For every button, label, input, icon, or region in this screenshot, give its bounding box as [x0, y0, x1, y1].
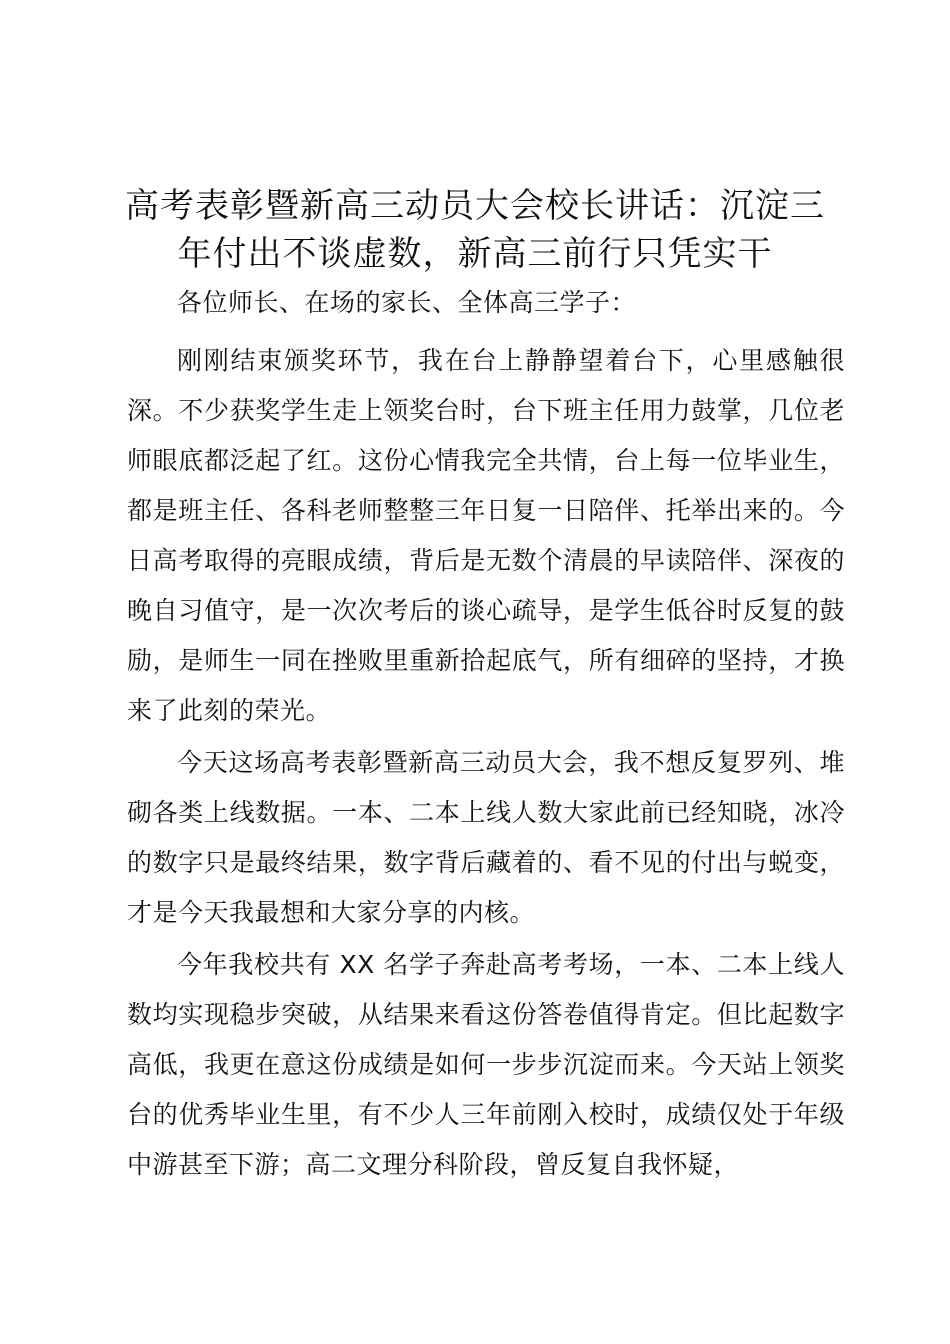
paragraph: 今年我校共有 XX 名学子奔赴高考考场，一本、二本上线人数均实现稳步突破，从结果来看这份答卷值得肯定。但比起数字高低，我更在意这份成绩是如何一步步沉淀而来。今天站上领奖台的优秀毕业生里，有不少人三年前刚入校时，成绩仅处于年级中游甚至下游；高二文理分科阶段，曾反复自我怀疑，	[127, 950, 845, 1179]
document-title: 高考表彰暨新高三动员大会校长讲话：沉淀三年付出不谈虚数，新高三前行只凭实干	[125, 186, 825, 274]
document-body	[127, 278, 845, 1190]
paragraph: 今天这场高考表彰暨新高三动员大会，我不想反复罗列、堆砌各类上线数据。一本、二本上线人数大家此前已经知晓，冰冷的数字只是最终结果，数字背后藏着的、看不见的付出与蜕变，才是今天我最想和大家分享的内核。	[127, 748, 845, 927]
paragraph: 刚刚结束颁奖环节，我在台上静静望着台下，心里感触很深。不少获奖学生走上领奖台时，台下班主任用力鼓掌，几位老师眼底都泛起了红。这份心情我完全共情，台上每一位毕业生，都是班主任、各科老师整整三年日复一日陪伴、托举出来的。今日高考取得的亮眼成绩，背后是无数个清晨的早读陪伴、深夜的晚自习值守，是一次次考后的谈心疏导，是学生低谷时反复的鼓励，是师生一同在挫败里重新拾起底气，所有细碎的坚持，才换来了此刻的荣光。	[127, 346, 845, 725]
greeting-line: 各位师长、在场的家长、全体高三学子：	[177, 288, 637, 317]
